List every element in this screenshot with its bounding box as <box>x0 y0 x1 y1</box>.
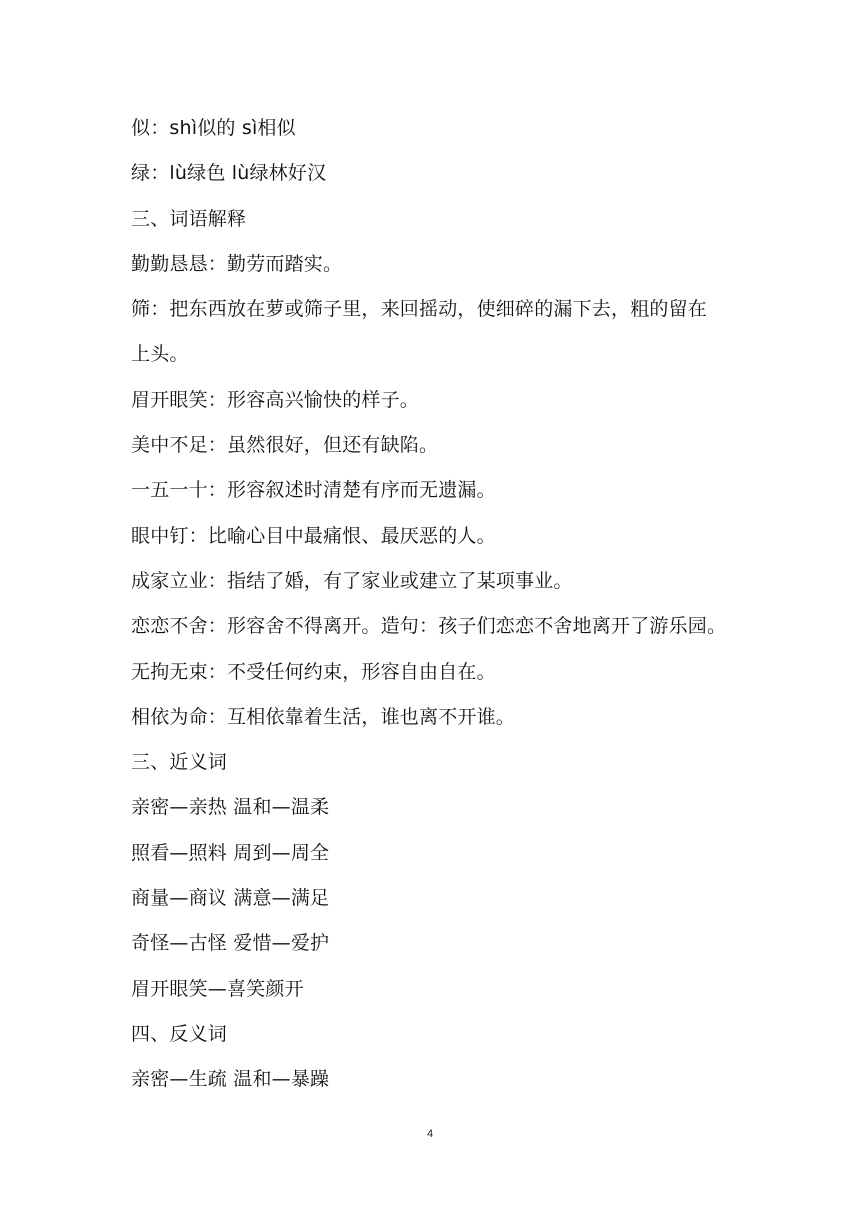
synonym-pair-row: 奇怪—古怪 爱惜—爱护 <box>131 932 330 955</box>
definition-chengjialiye: 成家立业：指结了婚，有了家业或建立了某项事业。 <box>131 569 573 592</box>
definition-yanzhongding: 眼中钉：比喻心目中最痛恨、最厌恶的人。 <box>131 524 496 547</box>
synonym-pair-row: 眉开眼笑—喜笑颜开 <box>131 977 304 1000</box>
definition-meikaiyanxiao: 眉开眼笑：形容高兴愉快的样子。 <box>131 388 420 411</box>
definition-xiangyiweiming: 相依为命：互相依靠着生活，谁也离不开谁。 <box>131 705 516 728</box>
definition-wujuwushu: 无拘无束：不受任何约束，形容自由自在。 <box>131 660 496 683</box>
definition-meizhongbuzu: 美中不足：虽然很好，但还有缺陷。 <box>131 434 439 457</box>
page-content <box>131 106 771 1103</box>
definition-shai-continued: 上头。 <box>131 343 189 366</box>
synonym-pair-row: 亲密—亲热 温和—温柔 <box>131 796 330 819</box>
antonym-pair-row: 亲密—生疏 温和—暴躁 <box>131 1068 330 1091</box>
page-number: 4 <box>426 1128 434 1140</box>
text-line-polyphone-lu: 绿：lù绿色 lù绿林好汉 <box>131 162 327 185</box>
section-heading-synonyms: 三、近义词 <box>131 751 228 774</box>
definition-lianlianbushe: 恋恋不舍：形容舍不得离开。造句：孩子们恋恋不舍地离开了游乐园。 <box>131 615 727 638</box>
definition-shai: 筛：把东西放在萝或筛子里，来回摇动，使细碎的漏下去，粗的留在 <box>131 298 708 321</box>
synonym-pair-row: 照看—照料 周到—周全 <box>131 841 330 864</box>
definition-yiwuyishi: 一五一十：形容叙述时清楚有序而无遗漏。 <box>131 479 496 502</box>
definition-qinqinkenken: 勤勤恳恳：勤劳而踏实。 <box>131 252 343 275</box>
synonym-pair-row: 商量—商议 满意—满足 <box>131 887 330 910</box>
text-line-polyphone-si: 似：shì似的 sì相似 <box>131 117 296 139</box>
section-heading-word-explanation: 三、词语解释 <box>131 207 247 230</box>
section-heading-antonyms: 四、反义词 <box>131 1022 228 1045</box>
